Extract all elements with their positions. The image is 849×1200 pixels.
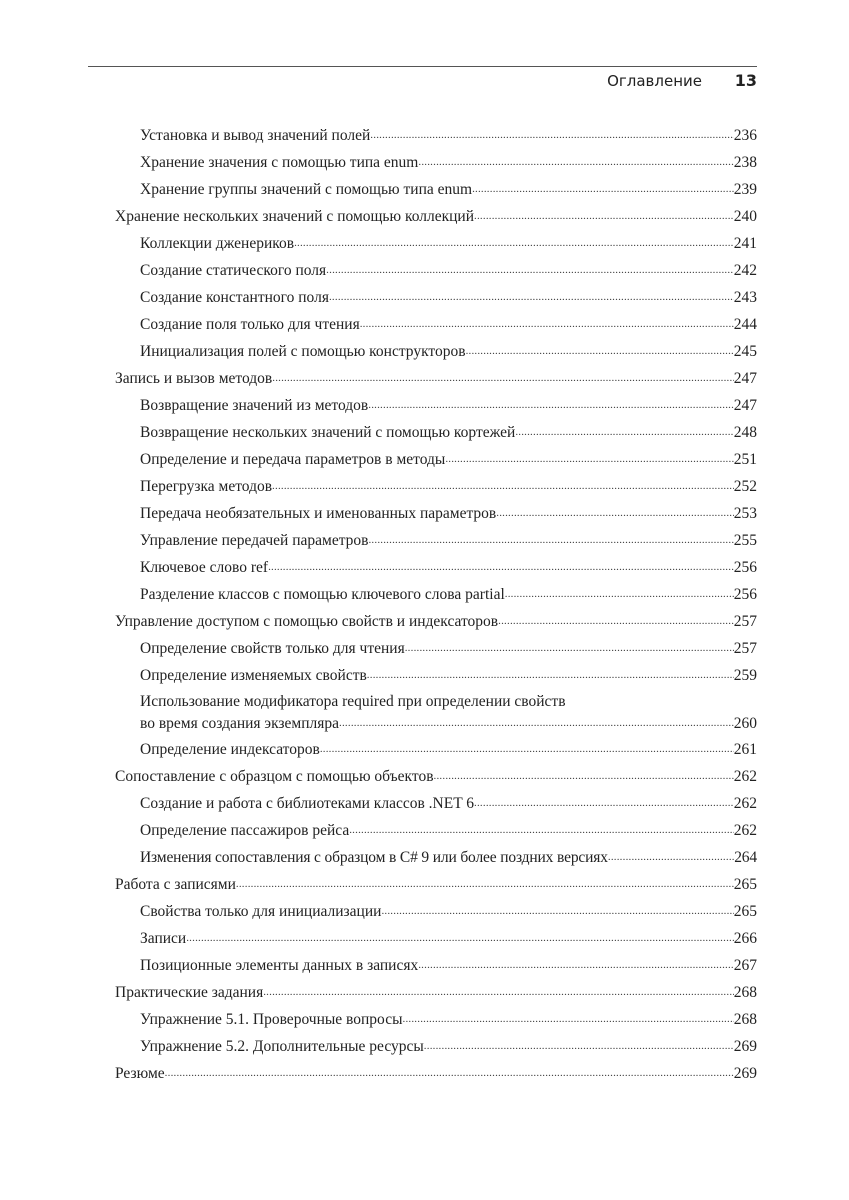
toc-entry-title: Сопоставление с образцом с помощью объектов xyxy=(115,768,434,785)
toc-entry-page: 257 xyxy=(733,613,757,630)
toc-entry-page: 255 xyxy=(733,532,757,549)
toc-leader-dots xyxy=(268,559,734,575)
toc-entry-page: 236 xyxy=(733,127,757,144)
toc-entry-page: 264 xyxy=(734,849,757,866)
toc-entry-title: Резюме xyxy=(115,1065,165,1082)
toc-entry-page: 265 xyxy=(733,876,757,893)
toc-entry xyxy=(140,341,757,363)
toc-section-entry xyxy=(115,206,757,228)
toc-entry-title: Создание статического поля xyxy=(140,262,327,279)
toc-leader-dots xyxy=(367,667,734,683)
toc-entry xyxy=(140,847,757,869)
toc-entry-page: 256 xyxy=(733,586,757,603)
toc-entry xyxy=(140,179,757,201)
toc-entry-title: Создание поля только для чтения xyxy=(140,316,360,333)
toc-leader-dots xyxy=(326,262,734,278)
toc-entry xyxy=(140,955,757,977)
toc-entry-page: 247 xyxy=(733,370,757,387)
toc-entry-page: 245 xyxy=(733,343,757,360)
toc-entry-page: 262 xyxy=(733,795,757,812)
toc-entry xyxy=(140,395,757,417)
toc-leader-dots xyxy=(263,984,734,1000)
toc-section-entry xyxy=(115,368,757,390)
toc-entry xyxy=(140,739,757,761)
toc-entry-page: 266 xyxy=(733,930,757,947)
toc-leader-dots xyxy=(608,849,734,865)
toc-leader-dots xyxy=(434,768,734,784)
toc-leader-dots xyxy=(466,343,734,359)
toc-leader-dots xyxy=(472,181,734,197)
toc-leader-dots xyxy=(165,1065,734,1081)
toc-entry xyxy=(140,314,757,336)
toc-entry-page: 248 xyxy=(733,424,757,441)
toc-entry xyxy=(140,233,757,255)
toc-entry-page: 251 xyxy=(733,451,757,468)
toc-entry-page: 260 xyxy=(733,715,757,732)
toc-leader-dots xyxy=(294,235,734,251)
toc-entry xyxy=(140,901,757,923)
toc-entry-title: Создание константного поля xyxy=(140,289,329,306)
toc-section-entry xyxy=(115,1063,757,1085)
toc-entry-title: Разделение классов с помощью ключевого слова partial xyxy=(140,586,505,603)
toc-entry xyxy=(140,476,757,498)
toc-leader-dots xyxy=(418,154,733,170)
toc-leader-dots xyxy=(474,795,734,811)
toc-leader-dots xyxy=(329,289,734,305)
toc-entry-page: 252 xyxy=(733,478,757,495)
toc-entry-title: Передача необязательных и именованных параметров xyxy=(140,505,497,522)
toc-leader-dots xyxy=(403,1011,734,1027)
toc-leader-dots xyxy=(424,1038,734,1054)
toc-entry-page: 242 xyxy=(733,262,757,279)
toc-entry-page: 253 xyxy=(733,505,757,522)
toc-leader-dots xyxy=(405,640,734,656)
toc-entry-title: Работа с записями xyxy=(115,876,236,893)
toc-leader-dots xyxy=(515,424,733,440)
toc-entry-title: Записи xyxy=(140,930,187,947)
toc-leader-dots xyxy=(339,715,734,731)
toc-leader-dots xyxy=(498,613,734,629)
toc-leader-dots xyxy=(496,505,734,521)
toc-entry-continuation xyxy=(140,713,757,735)
toc-entry-page: 269 xyxy=(733,1065,757,1082)
toc-leader-dots xyxy=(370,127,733,143)
toc-leader-dots xyxy=(368,532,733,548)
toc-entry-title: Создание и работа с библиотеками классов .NET 6 xyxy=(140,795,475,812)
toc-leader-dots xyxy=(381,903,733,919)
toc-entry xyxy=(140,287,757,309)
toc-leader-dots xyxy=(474,208,734,224)
toc-entry-page: 244 xyxy=(733,316,757,333)
toc-entry-title: Хранение значения с помощью типа enum xyxy=(140,154,419,171)
toc-entry-title: Возвращение значений из методов xyxy=(140,397,369,414)
toc-entry xyxy=(140,793,757,815)
toc-entry-page: 259 xyxy=(733,667,757,684)
toc-entry-title-continued: во время создания экземпляра xyxy=(140,715,340,732)
toc-entry-title: Изменения сопоставления с образцом в C# 9 или более поздних версиях xyxy=(140,849,608,866)
toc-entry xyxy=(140,503,757,525)
toc-entry-page: 241 xyxy=(733,235,757,252)
toc-entry-page: 247 xyxy=(733,397,757,414)
toc-entry-title: Коллекции дженериков xyxy=(140,235,295,252)
toc-entry xyxy=(140,584,757,606)
running-header-title: Оглавление xyxy=(607,72,702,90)
toc-entry-page: 243 xyxy=(733,289,757,306)
toc-entry-title: Управление доступом с помощью свойств и индексаторов xyxy=(115,613,499,630)
toc-entry-title: Определение пассажиров рейса xyxy=(140,822,350,839)
toc-entry xyxy=(140,928,757,950)
toc-entry-page: 256 xyxy=(733,559,757,576)
toc-leader-dots xyxy=(272,478,734,494)
toc-entry-page: 257 xyxy=(733,640,757,657)
toc-entry-page: 267 xyxy=(733,957,757,974)
toc-entry xyxy=(140,125,757,147)
toc-entry xyxy=(140,422,757,444)
toc-entry-page: 238 xyxy=(733,154,757,171)
toc-entry-page: 269 xyxy=(733,1038,757,1055)
toc-leader-dots xyxy=(445,451,733,467)
toc-entry-title: Хранение нескольких значений с помощью коллекций xyxy=(115,208,475,225)
toc-leader-dots xyxy=(505,586,734,602)
toc-entry-page: 262 xyxy=(733,822,757,839)
toc-leader-dots xyxy=(349,822,734,838)
toc-section-entry xyxy=(115,982,757,1004)
toc-entry-title: Упражнение 5.1. Проверочные вопросы xyxy=(140,1011,403,1028)
toc-leader-dots xyxy=(360,316,734,332)
toc-leader-dots xyxy=(186,930,734,946)
toc-entry-title: Управление передачей параметров xyxy=(140,532,369,549)
toc-section-entry xyxy=(115,766,757,788)
running-header-page-number: 13 xyxy=(734,71,757,90)
toc-entry xyxy=(140,638,757,660)
toc-entry-title: Позиционные элементы данных в записях xyxy=(140,957,419,974)
toc-entry-page: 262 xyxy=(733,768,757,785)
toc-entry-title: Упражнение 5.2. Дополнительные ресурсы xyxy=(140,1038,424,1055)
toc-entry xyxy=(140,260,757,282)
toc-entry xyxy=(140,665,757,687)
toc-entry xyxy=(140,820,757,842)
toc-entry xyxy=(140,1036,757,1058)
toc-entry-title: Свойства только для инициализации xyxy=(140,903,382,920)
toc-entry-page: 261 xyxy=(733,741,757,758)
toc-entry xyxy=(140,152,757,174)
toc-entry-title: Определение свойств только для чтения xyxy=(140,640,405,657)
toc-entry-title: Определение и передача параметров в методы xyxy=(140,451,446,468)
toc-entry-title: Практические задания xyxy=(115,984,264,1001)
toc-entry-page: 240 xyxy=(733,208,757,225)
toc-section-entry xyxy=(115,874,757,896)
toc-entry-page: 268 xyxy=(733,1011,757,1028)
toc-entry xyxy=(140,449,757,471)
toc-entry-multiline xyxy=(140,691,757,735)
toc-entry-title: Определение изменяемых свойств xyxy=(140,667,367,684)
toc-entry-title: Хранение группы значений с помощью типа enum xyxy=(140,181,473,198)
toc-entry-title: Перегрузка методов xyxy=(140,478,273,495)
toc-entry xyxy=(140,530,757,552)
toc-entry-title: Возвращение нескольких значений с помощью кортежей xyxy=(140,424,516,441)
toc-entry xyxy=(140,557,757,579)
toc-entry-title: Инициализация полей с помощью конструкторов xyxy=(140,343,466,360)
toc-entry-page: 268 xyxy=(733,984,757,1001)
toc-section-entry xyxy=(115,611,757,633)
toc-entry-page: 239 xyxy=(733,181,757,198)
toc-entry-title: Определение индексаторов xyxy=(140,741,320,758)
toc-entry-title: Использование модификатора required при определении свойств xyxy=(140,693,566,710)
toc-entry-title: Запись и вызов методов xyxy=(115,370,273,387)
toc-entry-title: Установка и вывод значений полей xyxy=(140,127,371,144)
toc-leader-dots xyxy=(418,957,734,973)
toc-leader-dots xyxy=(368,397,734,413)
toc-entry-page: 265 xyxy=(733,903,757,920)
toc-leader-dots xyxy=(272,370,734,386)
toc-entry-title: Ключевое слово ref xyxy=(140,559,269,576)
toc-entry xyxy=(140,1009,757,1031)
toc-leader-dots xyxy=(236,876,734,892)
toc-leader-dots xyxy=(320,741,734,757)
